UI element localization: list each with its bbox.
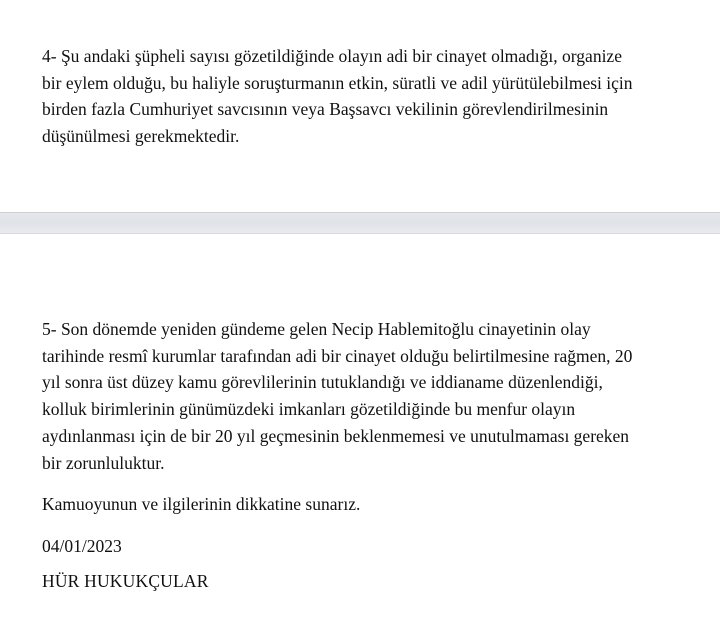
paragraph-line: aydınlanması için de bir 20 yıl geçmesinin beklenmemesi ve unutulmaması gereken <box>42 425 630 446</box>
paragraph-line: 5- Son dönemde yeniden gündeme gelen Necip Hablemitoğlu cinayetinin olay <box>42 319 591 339</box>
closing-statement: Kamuoyunun ve ilgilerinin dikkatine sunarız. <box>42 494 361 514</box>
paragraph-line: düşünülmesi gerekmektedir. <box>42 126 240 147</box>
paragraph-line: kolluk birimlerinin günümüzdeki imkanları gözetildiğinde bu menfur olayın <box>42 399 576 420</box>
paragraph-line: birden fazla Cumhuriyet savcısının veya Başsavcı vekilinin görevlendirilmesinin <box>42 99 609 120</box>
paragraph-line: bir eylem olduğu, bu haliyle soruşturmanın etkin, süratli ve adil yürütülebilmesi için <box>42 72 633 93</box>
page-break-separator <box>0 212 720 234</box>
document-date: 04/01/2023 <box>42 536 122 556</box>
signature: HÜR HUKUKÇULAR <box>42 571 209 591</box>
paragraph-line: 4- Şu andaki şüpheli sayısı gözetildiğinde olayın adi bir cinayet olmadığı, organize <box>42 46 622 66</box>
paragraph-5 <box>42 316 702 476</box>
paragraph-line: yıl sonra üst düzey kamu görevlilerinin tutuklandığı ve iddianame düzenlendiği, <box>42 372 603 393</box>
paragraph-line: bir zorunluluktur. <box>42 452 165 473</box>
paragraph-4 <box>42 43 702 150</box>
paragraph-line: tarihinde resmî kurumlar tarafından adi bir cinayet olduğu belirtilmesine rağmen, 20 <box>42 345 633 366</box>
